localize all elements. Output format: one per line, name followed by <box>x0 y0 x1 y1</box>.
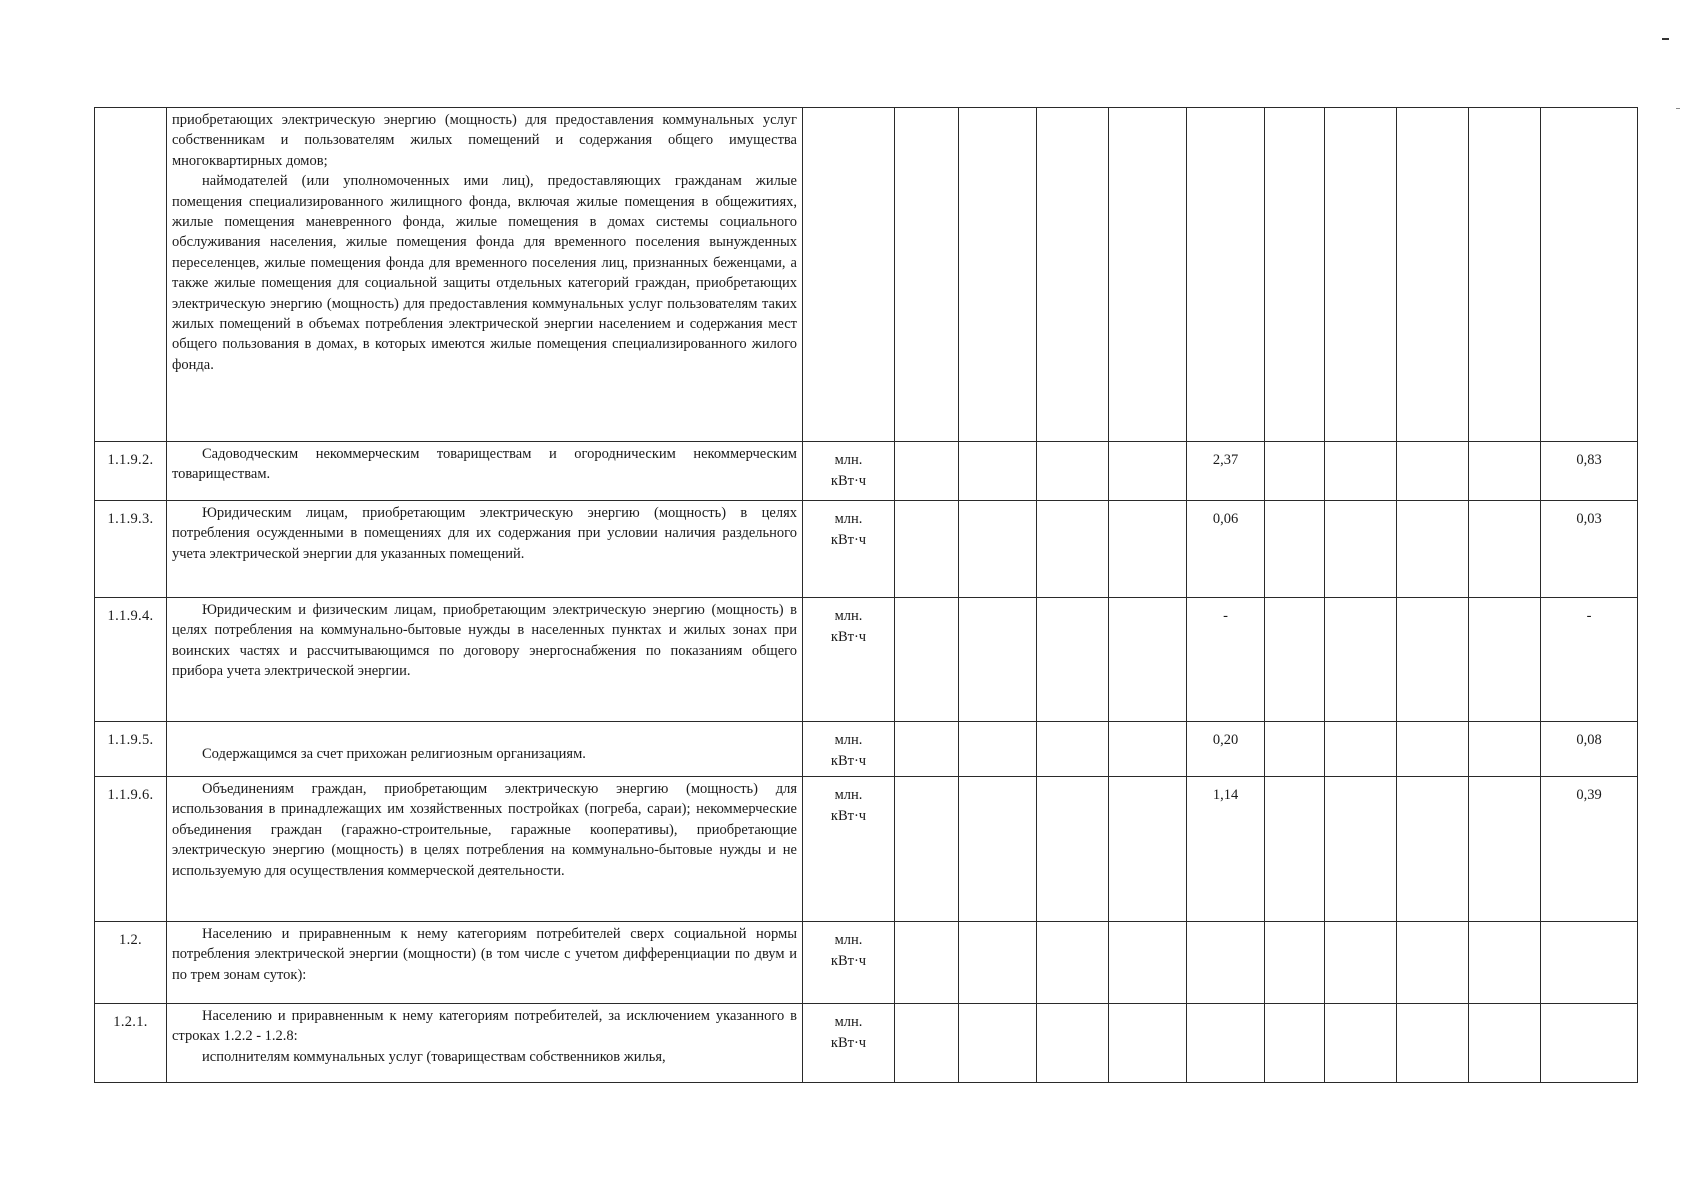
value-cell-b: 0,03 <box>1541 501 1638 598</box>
row-description <box>167 722 803 777</box>
empty-value-cell <box>959 598 1037 722</box>
row-number: 1.1.9.4. <box>95 598 167 722</box>
value-cell-a <box>1187 108 1265 442</box>
unit-line: кВт·ч <box>830 753 867 769</box>
empty-value-cell <box>1037 722 1109 777</box>
unit-line: млн. <box>834 511 863 527</box>
row-number: 1.2. <box>95 922 167 1004</box>
empty-value-cell <box>1109 922 1187 1004</box>
empty-value-cell <box>1265 108 1325 442</box>
empty-value-cell <box>1469 722 1541 777</box>
empty-value-cell <box>1265 922 1325 1004</box>
value-cell-a <box>1187 1004 1265 1083</box>
value-cell-a: 2,37 <box>1187 442 1265 501</box>
table-row <box>95 722 1638 777</box>
unit-of-measure <box>803 442 895 501</box>
empty-value-cell <box>1109 598 1187 722</box>
empty-value-cell <box>1037 108 1109 442</box>
empty-value-cell <box>895 501 959 598</box>
empty-value-cell <box>959 722 1037 777</box>
table-row <box>95 501 1638 598</box>
empty-value-cell <box>895 777 959 922</box>
empty-value-cell <box>1325 501 1397 598</box>
row-number: 1.1.9.3. <box>95 501 167 598</box>
unit-line: млн. <box>834 452 863 468</box>
value-cell-b <box>1541 1004 1638 1083</box>
row-number: 1.2.1. <box>95 1004 167 1083</box>
empty-value-cell <box>959 1004 1037 1083</box>
value-cell-b: 0,83 <box>1541 442 1638 501</box>
empty-value-cell <box>1325 722 1397 777</box>
empty-value-cell <box>1037 777 1109 922</box>
empty-value-cell <box>1397 1004 1469 1083</box>
unit-line: млн. <box>834 1014 863 1030</box>
unit-line: млн. <box>834 608 863 624</box>
empty-value-cell <box>1397 442 1469 501</box>
value-cell-b: - <box>1541 598 1638 722</box>
empty-value-cell <box>1397 777 1469 922</box>
table-row <box>95 442 1638 501</box>
table-row <box>95 108 1638 442</box>
empty-value-cell <box>959 501 1037 598</box>
value-cell-a: 0,06 <box>1187 501 1265 598</box>
empty-value-cell <box>1265 501 1325 598</box>
blank-line <box>172 724 797 744</box>
table-body <box>95 108 1638 1083</box>
unit-of-measure <box>803 722 895 777</box>
unit-line: кВт·ч <box>830 629 867 645</box>
empty-value-cell <box>1037 598 1109 722</box>
empty-value-cell <box>895 598 959 722</box>
empty-value-cell <box>1397 598 1469 722</box>
row-number: 1.1.9.6. <box>95 777 167 922</box>
unit-of-measure <box>803 598 895 722</box>
empty-value-cell <box>1037 501 1109 598</box>
scan-artifact-mark <box>1676 108 1680 109</box>
empty-value-cell <box>895 1004 959 1083</box>
empty-value-cell <box>1469 922 1541 1004</box>
empty-value-cell <box>1265 598 1325 722</box>
empty-value-cell <box>959 777 1037 922</box>
empty-value-cell <box>959 922 1037 1004</box>
row-number <box>95 108 167 442</box>
empty-value-cell <box>1397 501 1469 598</box>
empty-value-cell <box>1325 598 1397 722</box>
table-row <box>95 777 1638 922</box>
value-cell-a: 1,14 <box>1187 777 1265 922</box>
empty-value-cell <box>1325 777 1397 922</box>
empty-value-cell <box>1109 108 1187 442</box>
tariff-balance-table <box>94 107 1638 1083</box>
empty-value-cell <box>1265 777 1325 922</box>
table-row <box>95 598 1638 722</box>
empty-value-cell <box>1037 442 1109 501</box>
row-description <box>167 108 803 442</box>
row-description <box>167 922 803 1004</box>
empty-value-cell <box>1109 501 1187 598</box>
scan-artifact-mark <box>1662 38 1669 40</box>
description-paragraph: Садоводческим некоммерческим товариществам и огородническим некоммерческим товариществам. <box>172 446 797 483</box>
empty-value-cell <box>1037 1004 1109 1083</box>
unit-line: млн. <box>834 732 863 748</box>
unit-of-measure <box>803 777 895 922</box>
empty-value-cell <box>959 108 1037 442</box>
description-paragraph: Объединениям граждан, приобретающим электрическую энергию (мощность) для использования в принадлежащих им хозяйственных постройках (погреба, сараи); некоммерческие объединения граждан (гаражно-строительные, гаражные кооперативы), приобретающие электрическую энергию (мощность) в целях потребления на коммунально-бытовые нужды и не используемую для осуществления коммерческой деятельности. <box>172 781 797 879</box>
description-paragraph: наймодателей (или уполномоченных ими лиц), предоставляющих гражданам жилые помещения специализированного жилищного фонда, включая жилые помещения в общежитиях, жилые помещения маневренного фонда, жилые помещения в домах системы социального обслуживания населения, жилые помещения фонда для временного поселения вынужденных переселенцев, жилые помещения фонда для временного поселения лиц, признанных беженцами, а также жилые помещения для социальной защиты отдельных категорий граждан, приобретающих электрическую энергию (мощность) для предоставления коммунальных услуг пользователям таких жилых помещений в объемах потребления электрической энергии населением и содержания мест общего пользования в домах, в которых имеются жилые помещения специализированного жилого фонда. <box>172 173 797 373</box>
empty-value-cell <box>1265 1004 1325 1083</box>
description-paragraph: Юридическим и физическим лицам, приобретающим электрическую энергию (мощность) в целях потребления на коммунально-бытовые нужды в населенных пунктах и жилых зонах при воинских частях и рассчитывающимся по договору энергоснабжения по показаниям общего прибора учета электрической энергии. <box>172 602 797 680</box>
row-description <box>167 1004 803 1083</box>
row-number: 1.1.9.5. <box>95 722 167 777</box>
description-paragraph: Юридическим лицам, приобретающим электрическую энергию (мощность) в целях потребления осужденными в помещениях для их содержания при условии наличия раздельного учета электрической энергии для указанных помещений. <box>172 505 797 562</box>
description-paragraph: Содержащимся за счет прихожан религиозным организациям. <box>202 746 586 762</box>
unit-line: млн. <box>834 787 863 803</box>
empty-value-cell <box>1325 442 1397 501</box>
empty-value-cell <box>1469 777 1541 922</box>
unit-of-measure <box>803 108 895 442</box>
empty-value-cell <box>1325 1004 1397 1083</box>
value-cell-a: 0,20 <box>1187 722 1265 777</box>
empty-value-cell <box>895 922 959 1004</box>
empty-value-cell <box>1265 722 1325 777</box>
row-number: 1.1.9.2. <box>95 442 167 501</box>
empty-value-cell <box>1469 598 1541 722</box>
unit-of-measure <box>803 922 895 1004</box>
unit-line: кВт·ч <box>830 808 867 824</box>
row-description <box>167 501 803 598</box>
unit-of-measure <box>803 1004 895 1083</box>
table-row <box>95 1004 1638 1083</box>
empty-value-cell <box>895 442 959 501</box>
empty-value-cell <box>1469 1004 1541 1083</box>
value-cell-a <box>1187 922 1265 1004</box>
empty-value-cell <box>1037 922 1109 1004</box>
row-description <box>167 598 803 722</box>
unit-line: кВт·ч <box>830 953 867 969</box>
empty-value-cell <box>1325 108 1397 442</box>
empty-value-cell <box>1397 922 1469 1004</box>
empty-value-cell <box>1109 722 1187 777</box>
empty-value-cell <box>1397 722 1469 777</box>
empty-value-cell <box>1109 777 1187 922</box>
empty-value-cell <box>1469 442 1541 501</box>
empty-value-cell <box>1469 108 1541 442</box>
empty-value-cell <box>1325 922 1397 1004</box>
empty-value-cell <box>1397 108 1469 442</box>
empty-value-cell <box>1265 442 1325 501</box>
value-cell-b: 0,39 <box>1541 777 1638 922</box>
unit-line: кВт·ч <box>830 532 867 548</box>
unit-line: кВт·ч <box>830 473 867 489</box>
empty-value-cell <box>1469 501 1541 598</box>
empty-value-cell <box>895 722 959 777</box>
description-paragraph: приобретающих электрическую энергию (мощность) для предоставления коммунальных услуг собственникам и пользователям жилых помещений и содержания общего имущества многоквартирных домов; <box>172 112 797 169</box>
description-paragraph: Населению и приравненным к нему категориям потребителей, за исключением указанного в строках 1.2.2 - 1.2.8: <box>172 1008 797 1045</box>
value-cell-b <box>1541 922 1638 1004</box>
value-cell-b: 0,08 <box>1541 722 1638 777</box>
unit-line: кВт·ч <box>830 1035 867 1051</box>
empty-value-cell <box>959 442 1037 501</box>
empty-value-cell <box>1109 442 1187 501</box>
empty-value-cell <box>1109 1004 1187 1083</box>
unit-of-measure <box>803 501 895 598</box>
row-description <box>167 777 803 922</box>
unit-line: млн. <box>834 932 863 948</box>
empty-value-cell <box>895 108 959 442</box>
description-paragraph: Населению и приравненным к нему категориям потребителей сверх социальной нормы потребления электрической энергии (мощности) (в том числе с учетом дифференциации по двум и по трем зонам суток): <box>172 926 797 983</box>
value-cell-a: - <box>1187 598 1265 722</box>
table-row <box>95 922 1638 1004</box>
row-description <box>167 442 803 501</box>
value-cell-b <box>1541 108 1638 442</box>
description-paragraph: исполнителям коммунальных услуг (товариществам собственников жилья, <box>202 1048 666 1065</box>
